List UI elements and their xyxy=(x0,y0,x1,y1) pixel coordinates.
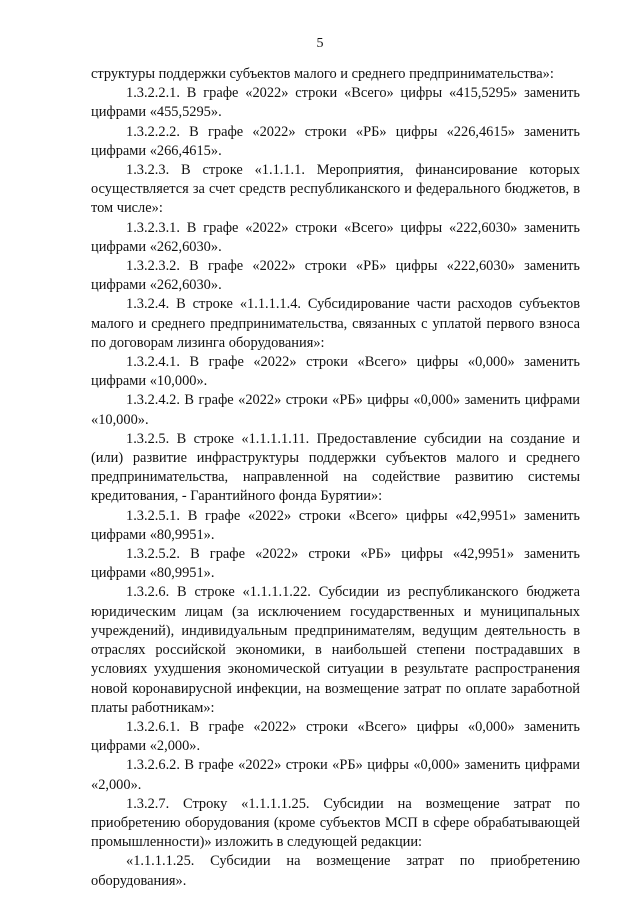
paragraph-continuation: структуры поддержки субъектов малого и среднего предпринимательства»: xyxy=(91,66,554,82)
paragraph: 1.3.2.2.2. В графе «2022» строки «РБ» цифры «226,4615» заменить цифрами «266,4615». xyxy=(91,123,580,159)
document-body xyxy=(91,65,580,891)
paragraph: 1.3.2.6. В строке «1.1.1.1.22. Субсидии из республиканского бюджета юридическим лицам (за исключением государственных и муниципальных учреждений), индивидуальным предпринимателям, ведущим деятельность в отраслях российской экономики, в наибольшей степени пострадавших в условиях ухудшения экономической ситуации в результате распространения новой коронавирусной инфекции, на возмещение затрат по оплате заработной платы работникам»: xyxy=(91,584,580,716)
paragraph: «1.1.1.1.25. Субсидии на возмещение затрат по приобретению оборудования». xyxy=(91,853,580,889)
paragraph: 1.3.2.3.1. В графе «2022» строки «Всего» цифры «222,6030» заменить цифрами «262,6030». xyxy=(91,219,580,255)
paragraph: 1.3.2.5.1. В графе «2022» строки «Всего» цифры «42,9951» заменить цифрами «80,9951». xyxy=(91,507,580,543)
paragraph: 1.3.2.6.1. В графе «2022» строки «Всего» цифры «0,000» заменить цифрами «2,000». xyxy=(91,718,580,755)
paragraph: 1.3.2.5.2. В графе «2022» строки «РБ» цифры «42,9951» заменить цифрами «80,9951». xyxy=(91,546,580,582)
paragraph: 1.3.2.4.1. В графе «2022» строки «Всего» цифры «0,000» заменить цифрами «10,000». xyxy=(91,354,580,390)
page-number: 5 xyxy=(316,36,324,51)
paragraph: 1.3.2.4. В строке «1.1.1.1.4. Субсидирование части расходов субъектов малого и среднего предпринимательства, связанных с уплатой первого взноса по договорам лизинга оборудования»: xyxy=(91,296,580,351)
paragraph: 1.3.2.6.2. В графе «2022» строки «РБ» цифры «0,000» заменить цифрами «2,000». xyxy=(91,757,580,793)
paragraph: 1.3.2.5. В строке «1.1.1.1.11. Предоставление субсидии на создание и (или) развитие инфраструктуры поддержки субъектов малого и среднего предпринимательства, направленной на содействие развитию системы кредитования, - Гарантийного фонда Бурятии»: xyxy=(91,430,580,505)
paragraph: 1.3.2.4.2. В графе «2022» строки «РБ» цифры «0,000» заменить цифрами «10,000». xyxy=(91,392,580,428)
paragraph: 1.3.2.3.2. В графе «2022» строки «РБ» цифры «222,6030» заменить цифрами «262,6030». xyxy=(91,258,580,294)
paragraph: 1.3.2.3. В строке «1.1.1.1. Мероприятия, финансирование которых осуществляется за счет средств республиканского и федерального бюджетов, в том числе»: xyxy=(91,162,580,217)
paragraph: 1.3.2.2.1. В графе «2022» строки «Всего» цифры «415,5295» заменить цифрами «455,5295». xyxy=(91,85,580,121)
paragraph: 1.3.2.7. Строку «1.1.1.1.25. Субсидии на возмещение затрат по приобретению оборудования (кроме субъектов МСП в сфере обрабатывающей промышленности)» изложить в следующей редакции: xyxy=(91,795,580,851)
